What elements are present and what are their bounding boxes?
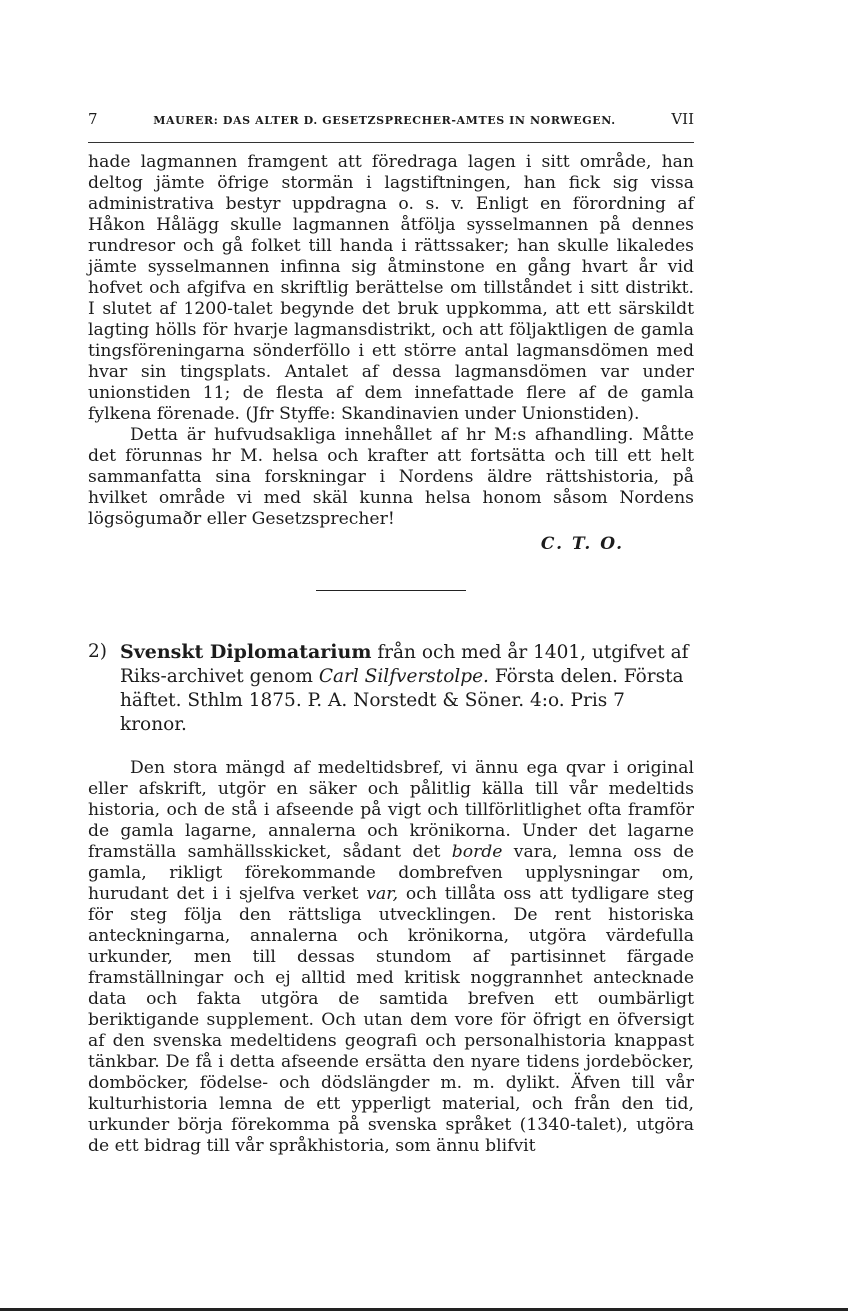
review2-body-part3: och tillåta oss att tydligare steg för steg följa den rättsliga utvecklingen. De rent historiska anteckningarna, annalerna och krönikorna, utgöra värdefulla urkunder, men till dessas stundom af partisinnet färgade framställningar och ej alltid med kritisk noggrannhet antecknade data och fakta utgöra de samtida brefven ett oumbärligt beriktigande supplement. Och utan dem vore för öfrigt en öfversigt af den svenska medeltidens geografi och personalhistoria knappast tänkbar. De få i detta afseende ersätta den nyare tidens jordeböcker, domböcker, födelse- och dödslängder m. m. dylikt. Äfven till vår kulturhistoria lemna de ett ypperligt material, och från den tid, urkunder börja förekomma på svenska språket (1340-talet), utgöra de ett bidrag till vår språkhistoria, som ännu blifvit — [88, 884, 694, 1156]
review2-emphasis-var: var, — [366, 884, 399, 904]
review2-text — [88, 758, 694, 1157]
review2-body-part2: vara, lemna oss de gamla, rikligt förekommande dombrefven upplysningar om, hurudant det i i sjelfva verket — [88, 842, 694, 904]
review2-body-part1: Den stora mängd af medeltidsbref, vi ännu ega qvar i original eller afskrift, utgör en säker och pålitlig källa till vår medeltids historia, och de stå i afseende på vigt och tillförlitlighet ofta framför de gamla lagarne, annalerna och krönikorna. Under det lagarne framställa samhällsskicket, sådant det — [88, 758, 694, 862]
review2-editor: Carl Silfverstolpe. — [318, 666, 489, 687]
review1-paragraph1: hade lagmannen framgent att föredraga lagen i sitt område, han deltog jämte öfrige stormän i lagstiftningen, han fick sig vissa administrativa bestyr uppdragna o. s. v. Enligt en förordning af Håkon Hålägg skulle lagmannen åtfölja sysselmannen på dennes rundresor och gå folket till handa i rättssaker; han skulle likaledes jämte sysselmannen infinna sig åtminstone en gång hvart år vid hofvet och afgifva en skriftlig berättelse om tillståndet i sitt distrikt. I slutet af 1200-talet begynde det bruk uppkomma, att ett särskildt lagting hölls för hvarje lagmansdistrikt, och att följaktligen de gamla tingsföreningarna sönderföllo i ett större antal lagmansdömen med hvar sin tingsplats. Antalet af dessa lagmansdömen var under unionstiden 11; de flesta af dem innefattade flere af de gamla fylkena förenade. (Jfr Styffe: Skandinavien under Unionstiden). — [88, 152, 694, 424]
header-rule — [88, 142, 694, 143]
review2-title: Svenskt Diplomatarium — [120, 641, 372, 663]
review2-citation — [120, 640, 694, 737]
page-number: 7 — [88, 110, 98, 128]
review2-publication: Första delen. Första häftet. Sthlm 1875. P. A. Norstedt & Söner. 4:o. Pris 7 kronor. — [120, 666, 684, 735]
review2-emphasis-borde: borde — [451, 842, 503, 862]
running-title: MAURER: DAS ALTER D. GESETZSPRECHER-AMTES IN NORWEGEN. — [153, 114, 616, 127]
review2-paragraph — [88, 758, 694, 1157]
running-header — [88, 110, 694, 128]
review1-text — [88, 152, 694, 530]
review2-title-rest: från och med år 1401, utgifvet af Riks-archivet genom — [120, 642, 689, 687]
section-numeral: VII — [671, 110, 694, 128]
review2-heading — [88, 640, 694, 737]
review2-number: 2) — [88, 641, 107, 662]
section-separator — [316, 590, 466, 591]
review1-signature: C. T. O. — [540, 534, 624, 554]
review1-paragraph2: Detta är hufvudsakliga innehållet af hr M:s afhandling. Måtte det förunnas hr M. helsa och krafter att fortsätta och till ett helt sammanfatta sina forskningar i Nordens äldre rättshistoria, på hvilket område vi med skäl kunna helsa honom såsom Nordens lögsögumaðr eller Gesetzsprecher! — [88, 425, 694, 529]
